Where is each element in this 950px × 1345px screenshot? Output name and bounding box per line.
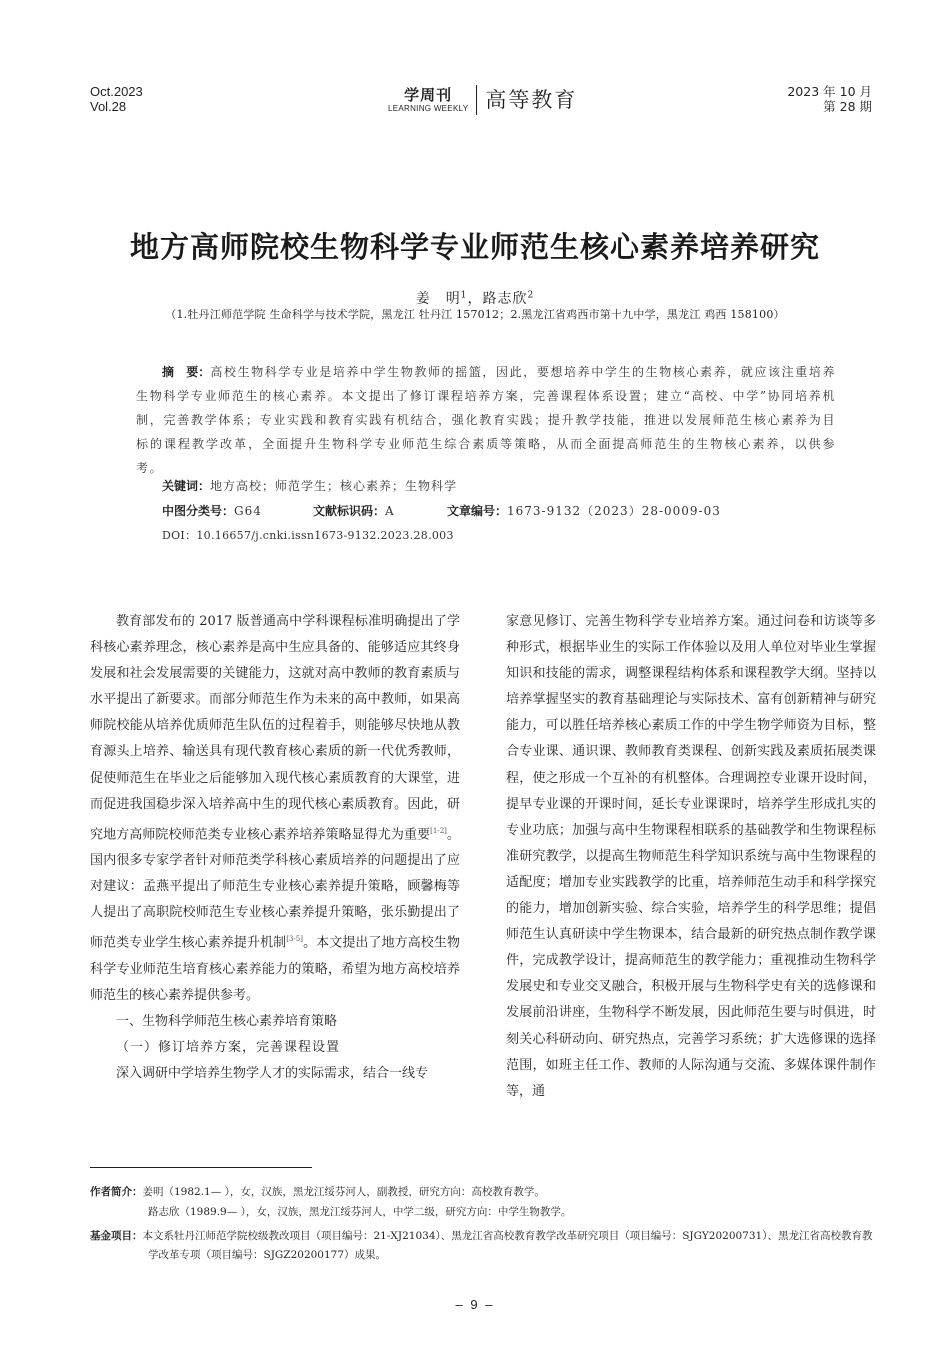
journal-name: 高等教育 [485,88,578,112]
author-bio-2 [90,1203,880,1222]
author-bio-label: 作者简介： [90,1186,143,1198]
keywords-label: 关键词： [162,479,211,493]
author-1-affil: 1 [460,290,468,301]
header-volume-en: Vol.28 [90,99,127,114]
abstract-label: 摘 要： [162,365,211,379]
author-bio-2-text: 路志欣（1989.9— ），女，汉族，黑龙江绥芬河人，中学二级，研究方向：中学生物教学。 [148,1206,572,1218]
affiliation: （1.牡丹江师范学院 生命科学与技术学院，黑龙江 牡丹江 157012；2.黑龙江省鸡西市第十九中学，黑龙江 鸡西 158100） [165,308,785,321]
body-right-column [506,609,876,1105]
header-month-en: Oct.2023 [90,84,143,99]
header-date-issue [787,84,872,114]
abstract-text: 高校生物科学专业是培养中学生物教师的摇篮，因此，要想培养中学生的生物核心素养，就应该注重培养生物科学专业师范生的核心素养。本文提出了修订课程培养方案，完善课程体系设置；建立“高校、中学”协同培养机制，完善教学体系；专业实践和教育实践有机结合，强化教育实践；提升教学技能，推进以发展师范生核心素养为目标的课程教学改革，全面提升生物科学专业师范生综合素质等策略，从而全面提高师范生的生物核心素养，以供参考。 [136,365,836,475]
clc-value: G64 [234,504,262,518]
article-title: 地方高师院校生物科学专业师范生核心素养培养研究 [129,230,820,264]
keywords [162,477,457,494]
article-number [447,502,721,519]
logo-block [388,86,468,114]
funding-note [90,1227,880,1265]
journal-logo [388,82,577,118]
article-number-label: 文章编号： [447,504,508,518]
intro-text-c: 。本文提出了地方高校生物科学专业师范生培育核心素养能力的策略，希望为地方高校培养师范生的核心素养提供参考。 [90,935,460,1003]
intro-paragraph [90,609,460,1009]
document-code [313,502,395,519]
classification-line [162,502,262,519]
logo-divider [476,85,477,115]
citation-1-2: [1-2] [430,826,447,835]
section-heading-1: 一、生物科学师范生核心素养培育策略 [116,1014,338,1030]
citation-3-5: [3-5] [286,935,303,944]
page-number: – 9 – [455,1297,495,1312]
author-line [0,288,950,308]
funding-label: 基金项目： [90,1230,143,1242]
intro-text-a: 教育部发布的 2017 版普通高中学科课程标准明确提出了学科核心素养理念，核心素养是高中生应具备的、能够适应其终身发展和社会发展需要的关键能力，这就对高中教师的教育素质与水平提出了新要求。而部分师范生作为未来的高中教师，如果高师院校能从培养优质师范生队伍的过程着手，则能够尽快地从教育源头上培养、输送具有现代教育核心素质的新一代优秀教师，促使师范生在毕业之后能够加入现代核心素质教育的大课堂，进而促进我国稳步深入培养高中生的现代核心素质教育。因此，研究地方高师院校师范类专业核心素养培养策略显得尤为重要 [90,614,460,843]
body-paragraph-2: 深入调研中学培养生物学人才的实际需求，结合一线专 [116,1066,429,1082]
logo-en: LEARNING WEEKLY [388,104,469,113]
author-bio-1 [90,1183,880,1202]
author-2: 路志欣 [482,291,528,307]
author-separator: ， [467,291,483,307]
body-paragraph-continued: 家意见修订、完善生物科学专业培养方案。通过问卷和访谈等多种形式，根据毕业生的实际工作体验以及用人单位对毕业生掌握知识和技能的需求，调整课程结构体系和课程教学大纲。坚持以培养掌握坚实的教育基础理论与实际技术、富有创新精神与研究能力，可以胜任培养核心素质工作的中学生物学师资为目标，整合专业课、通识课、教师教育类课程、创新实践及素质拓展类课程，使之形成一个互补的有机整体。合理调控专业课开设时间，提早专业课的开课时间，延长专业课课时，培养学生形成扎实的专业功底；加强与高中生物课程相联系的基础教学和生物课程标准研究教学，以提高生物师范生科学知识系统与高中生物课程的适配度；增加专业实践教学的比重，培养师范生动手和科学探究的能力，增加创新实验、综合实验，培养学生的科学思维；提倡师范生认真研读中学生物课本，结合最新的研究热点制作教学课件，完成教学设计，提高师范生的教学能力；重视推动生物科学发展史和专业交叉融合，积极开展与生物科学史有关的选修课和发展前沿讲座，生物科学不断发展，因此师范生要与时俱进，时刻关心科研动向、研究热点，完善学习系统；扩大选修课的选择范围，如班主任工作、教师的人际沟通与交流、多媒体课件制作等，通 [506,614,876,1099]
doi: DOI：10.16657/j.cnki.issn1673-9132.2023.28.003 [162,529,454,542]
clc-label: 中图分类号： [162,504,235,518]
abstract [136,360,836,480]
footnote-divider [90,1167,312,1168]
doc-code-value: A [385,504,395,518]
header-month-cn: 2023 年 10 月 [787,84,872,99]
author-bio-1-text: 姜明（1982.1— ），女，汉族，黑龙江绥芬河人，副教授，研究方向：高校教育教学。 [142,1186,545,1198]
author-2-affil: 2 [527,290,535,301]
author-1: 姜 明 [415,291,461,307]
intro-text-b: 。国内很多专家学者针对师范类学科核心素质培养的问题提出了应对建议：孟燕平提出了师范生专业核心素养提升策略，顾馨梅等人提出了高职院校师范生专业核心素养提升策略，张乐勤提出了师范类专业学生核心素养提升机制 [90,827,460,951]
funding-text: 本文系牡丹江师范学院校级教改项目（项目编号：21-XJ21034）、黑龙江省高校教育教学改革研究项目（项目编号：SJGY20200731）、黑龙江省高校教育教学改革专项（项目编号：SJGZ20200177）成果。 [142,1230,873,1261]
keywords-text: 地方高校；师范学生；核心素养；生物科学 [210,479,458,493]
body-left-column [90,609,460,1087]
subsection-heading-1: （一）修订培养方案，完善课程设置 [116,1040,341,1056]
header-date-volume [90,84,143,114]
article-number-value: 1673-9132（2023）28-0009-03 [507,504,721,518]
logo-cn: 学周刊 [404,86,453,104]
doc-code-label: 文献标识码： [313,504,386,518]
header-issue-cn: 第 28 期 [823,99,872,114]
